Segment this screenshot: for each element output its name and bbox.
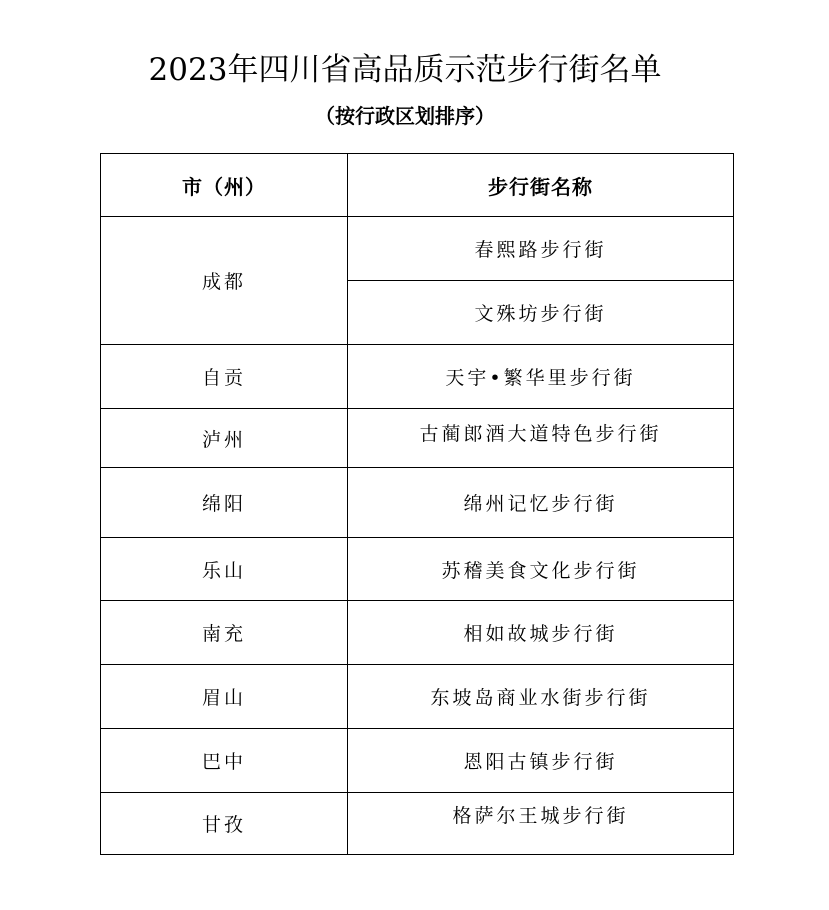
table-row — [101, 538, 734, 601]
table-row — [101, 793, 734, 855]
city-cell: 成都 — [101, 217, 348, 345]
document-title: 2023年四川省高品质示范步行街名单 — [148, 52, 662, 88]
table-row — [101, 409, 734, 468]
street-cell: 相如故城步行街 — [348, 601, 734, 665]
city-cell: 巴中 — [101, 729, 348, 793]
city-cell: 眉山 — [101, 665, 348, 729]
table-row — [101, 345, 734, 409]
table-row — [101, 601, 734, 665]
street-list-table — [100, 153, 734, 855]
street-cell: 文殊坊步行街 — [348, 281, 734, 345]
header-city: 市（州） — [101, 154, 348, 217]
document-subtitle: （按行政区划排序） — [315, 104, 495, 128]
street-cell: 东坡岛商业水街步行街 — [348, 665, 734, 729]
city-cell: 泸州 — [101, 409, 348, 468]
city-cell: 绵阳 — [101, 468, 348, 538]
table-header-row — [101, 154, 734, 217]
table-row — [101, 217, 734, 281]
table-row — [101, 468, 734, 538]
city-cell: 乐山 — [101, 538, 348, 601]
street-cell: 格萨尔王城步行街 — [348, 793, 734, 855]
street-cell: 苏稽美食文化步行街 — [348, 538, 734, 601]
street-cell: 恩阳古镇步行街 — [348, 729, 734, 793]
table-row — [101, 665, 734, 729]
street-cell: 春熙路步行街 — [348, 217, 734, 281]
table-row — [101, 729, 734, 793]
city-cell: 南充 — [101, 601, 348, 665]
city-cell: 甘孜 — [101, 793, 348, 855]
street-cell: 绵州记忆步行街 — [348, 468, 734, 538]
city-cell: 自贡 — [101, 345, 348, 409]
header-street-name: 步行街名称 — [348, 154, 734, 217]
street-cell: 天宇•繁华里步行街 — [348, 345, 734, 409]
street-cell: 古蔺郎酒大道特色步行街 — [348, 409, 734, 468]
